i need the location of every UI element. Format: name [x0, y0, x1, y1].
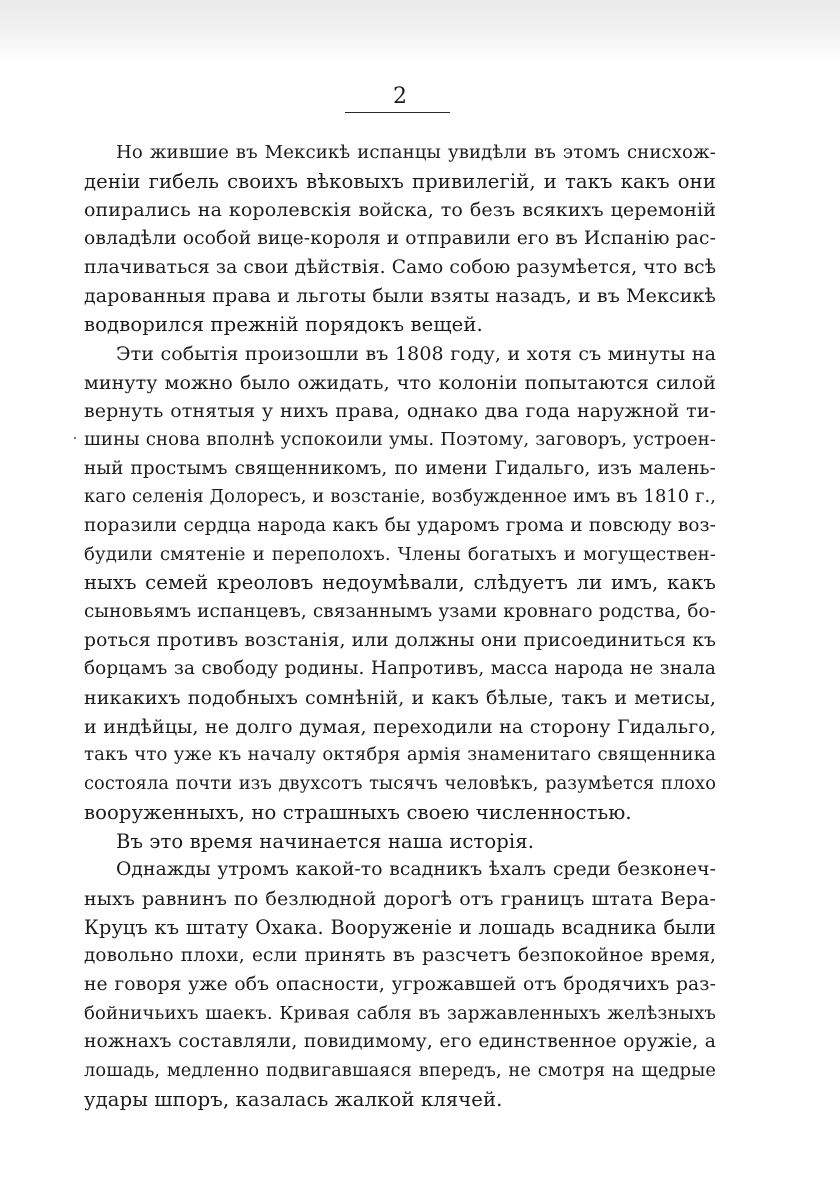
text-line: такъ что уже къ началу октября армія знаменитаго священника: [84, 744, 716, 766]
text-line: сыновьямъ испанцевъ, связаннымъ узами кровнаго родства, бо-: [84, 601, 716, 622]
text-line: вернуть отнятыя у нихъ права, однако два года наружной ти-: [84, 400, 716, 423]
text-line: Эти событія произошли въ 1808 году, и хотя съ минуты на: [116, 342, 716, 365]
text-line: Круцъ къ штату Охака. Вооруженіе и лошадь всадника были: [84, 915, 716, 939]
text-line: и индѣйцы, не долго думая, переходили на сторону Гидальго,: [84, 715, 716, 738]
text-line: Однажды утромъ какой-то всадникъ ѣхалъ среди безконеч-: [116, 859, 716, 881]
text-line: ныхъ равнинъ по безлюдной дорогѣ отъ границъ штата Вера-: [84, 887, 716, 910]
text-line: плачиваться за свои дѣйствія. Само собою разумѣется, что всѣ: [84, 256, 717, 278]
text-line: деніи гибель своихъ вѣковыхъ привилегій, и такъ какъ они: [84, 169, 716, 193]
text-line: минуту можно было ожидать, что колоніи попытаются силой: [84, 371, 716, 394]
text-line: овладѣли особой вице-короля и отправили его въ Испанію рас-: [84, 228, 716, 250]
text-line: никакихъ подобныхъ сомнѣній, и какъ бѣлые, такъ и метисы,: [84, 687, 716, 710]
scan-speck: [74, 437, 76, 439]
text-line: шины снова вполнѣ успокоили умы. Поэтому, заговоръ, устроен-: [84, 428, 716, 450]
text-line: бойничьихъ шаекъ. Кривая сабля въ заржавленныхъ желѣзныхъ: [84, 1002, 716, 1024]
text-line: Въ это время начинается наша исторія.: [116, 829, 535, 853]
text-line: водворился прежній порядокъ вещей.: [84, 313, 483, 337]
text-line: довольно плохи, если принять въ разсчетъ безпокойное время,: [84, 945, 716, 967]
text-line: опирались на королевскія войска, то безъ всякихъ церемоній: [84, 199, 716, 222]
page-number: 2: [393, 84, 407, 109]
text-line: вооруженныхъ, но страшныхъ своею численностью.: [84, 800, 632, 824]
text-line: состояла почти изъ двухсотъ тысячъ человѣкъ, разумѣется плохо: [84, 773, 716, 795]
text-line: роться противъ возстанія, или должны они присоединиться къ: [84, 629, 716, 651]
text-line: ножнахъ составляли, повидимому, его единственное оружіе, а: [84, 1031, 716, 1053]
text-line: не говоря уже объ опасности, угрожавшей отъ бродячихъ раз-: [84, 973, 716, 995]
text-line: дарованныя права и льготы были взяты назадъ, и въ Мексикѣ: [84, 285, 716, 308]
body-text: [84, 139, 716, 1114]
text-line: каго селенія Долоресъ, и возстаніе, возбужденное имъ въ 1810 г.,: [84, 486, 716, 508]
header-rule: [345, 112, 450, 113]
text-line: поразили сердца народа какъ бы ударомъ грома и повсюду воз-: [84, 514, 716, 536]
text-line: будили смятеніе и переполохъ. Члены богатыхъ и могуществен-: [84, 543, 716, 565]
text-line: ный простымъ священникомъ, по имени Гидальго, изъ малень-: [84, 457, 716, 479]
text-line: борцамъ за свободу родины. Напротивъ, масса народа не знала: [84, 658, 716, 680]
text-line: Но жившие въ Мексикѣ испанцы увидѣли въ этомъ снисхож-: [116, 142, 716, 163]
text-line: удары шпоръ, казалась жалкой клячей.: [84, 1087, 503, 1111]
text-line: лошадь, медленно подвигавшаяся впередъ, не смотря на щедрые: [84, 1060, 716, 1081]
text-line: ныхъ семей креоловъ недоумѣвали, слѣдуетъ ли имъ, какъ: [84, 571, 716, 595]
